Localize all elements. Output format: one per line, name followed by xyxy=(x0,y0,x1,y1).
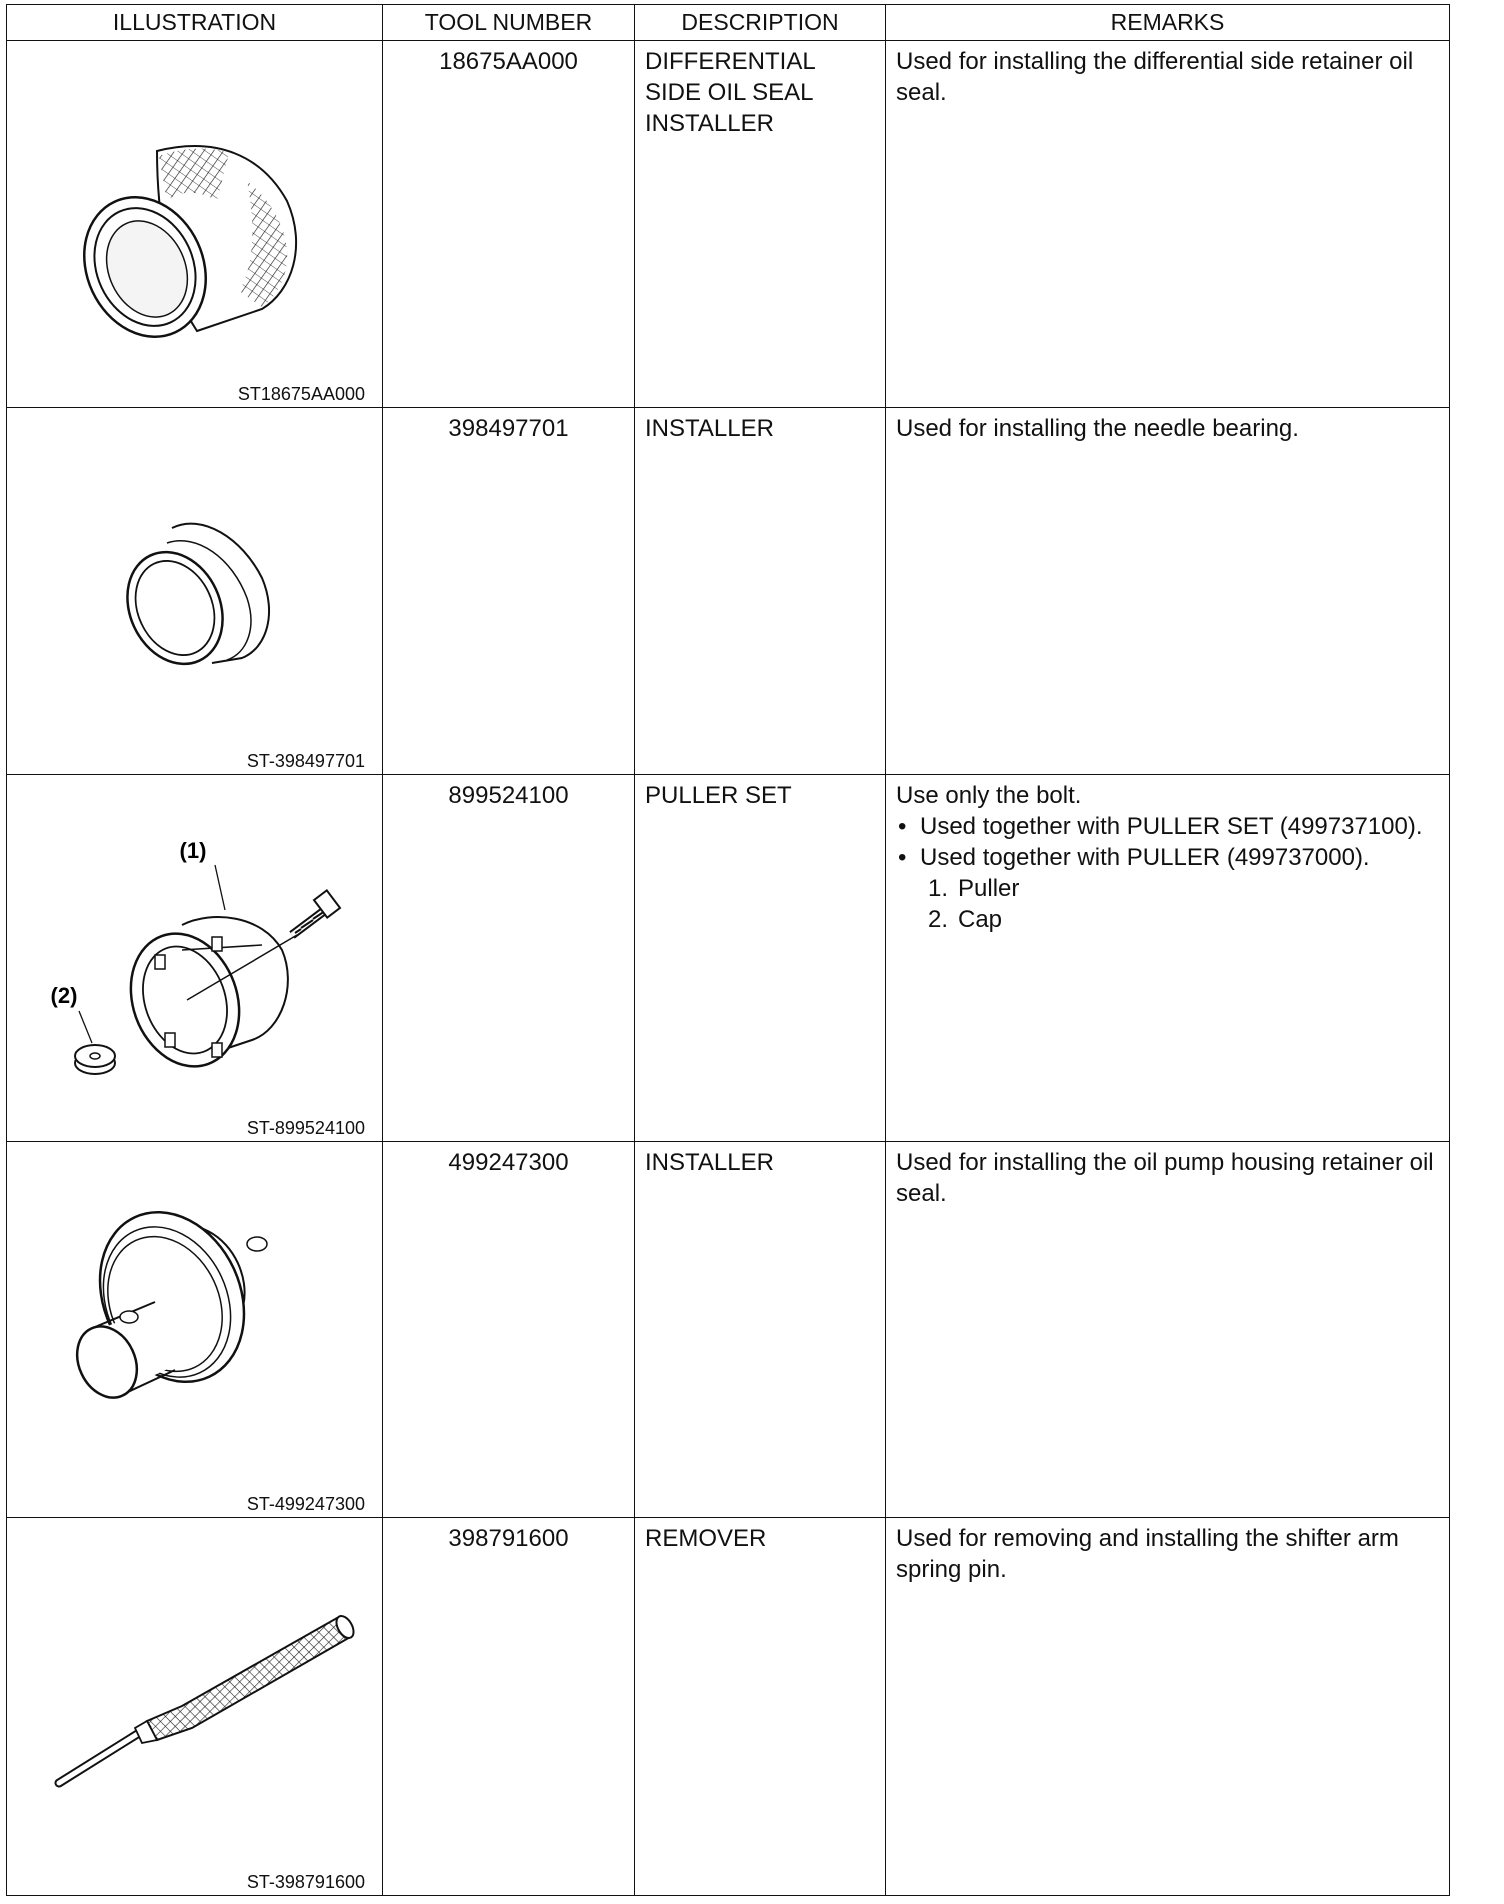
spring-pin-remover-illustration xyxy=(7,1518,383,1894)
illustration-cell xyxy=(7,1518,383,1896)
remarks-cell: Use only the bolt. • Used together with PULLER SET (499737100). • Used together with PULLER (499737000). 1. Puller 2. Cap xyxy=(886,775,1450,1142)
figure-code: ST-398791600 xyxy=(246,1872,365,1892)
remarks-bullet-list xyxy=(896,811,1441,873)
remarks-bullet: • Used together with PULLER (499737000). xyxy=(896,842,1441,873)
illustration-cell xyxy=(7,1142,383,1518)
parts-list-item: 1. Puller xyxy=(928,875,1020,902)
description-cell: INSTALLER xyxy=(635,1142,886,1518)
figure-code: ST18675AA000 xyxy=(237,384,365,404)
table-header-row xyxy=(7,5,1450,41)
header-description: DESCRIPTION xyxy=(635,5,886,41)
tool-number-cell: 18675AA000 xyxy=(383,41,635,408)
remarks-cell: Used for installing the differential side retainer oil seal. xyxy=(886,41,1450,408)
parts-list xyxy=(896,873,1441,935)
table-row xyxy=(7,1142,1450,1518)
description-cell: DIFFERENTIAL SIDE OIL SEAL INSTALLER xyxy=(635,41,886,408)
remarks-cell: Used for installing the needle bearing. xyxy=(886,408,1450,775)
oil-pump-seal-installer-illustration xyxy=(7,1142,383,1516)
illustration-cell xyxy=(7,408,383,775)
tool-number-cell: 899524100 xyxy=(383,775,635,1142)
header-tool-number: TOOL NUMBER xyxy=(383,5,635,41)
remarks-cell: Used for installing the oil pump housing retainer oil seal. xyxy=(886,1142,1450,1518)
remarks-bullet: • Used together with PULLER SET (499737100). xyxy=(896,811,1441,842)
tool-number-cell: 398791600 xyxy=(383,1518,635,1896)
table-row xyxy=(7,41,1450,408)
illustration-cell xyxy=(7,775,383,1142)
description-cell: REMOVER xyxy=(635,1518,886,1896)
illustration-cell xyxy=(7,41,383,408)
special-tools-table xyxy=(6,4,1450,1896)
description-cell: INSTALLER xyxy=(635,408,886,775)
tool-number-cell: 398497701 xyxy=(383,408,635,775)
callout-2: (2) xyxy=(50,983,78,1008)
figure-code: ST-499247300 xyxy=(246,1494,365,1514)
header-remarks: REMARKS xyxy=(886,5,1450,41)
description-cell: PULLER SET xyxy=(635,775,886,1142)
tool-number-cell: 499247300 xyxy=(383,1142,635,1518)
table-row xyxy=(7,408,1450,775)
table-row xyxy=(7,1518,1450,1896)
puller-set-illustration xyxy=(7,775,383,1140)
needle-bearing-installer-illustration xyxy=(7,408,383,773)
remarks-cell: Used for removing and installing the shifter arm spring pin. xyxy=(886,1518,1450,1896)
header-illustration: ILLUSTRATION xyxy=(7,5,383,41)
figure-code: ST-899524100 xyxy=(246,1118,365,1138)
table-row xyxy=(7,775,1450,1142)
oil-seal-installer-illustration xyxy=(7,41,383,406)
parts-list-item: 2. Cap xyxy=(928,906,1003,933)
figure-code: ST-398497701 xyxy=(246,751,365,771)
callout-1: (1) xyxy=(179,838,207,863)
